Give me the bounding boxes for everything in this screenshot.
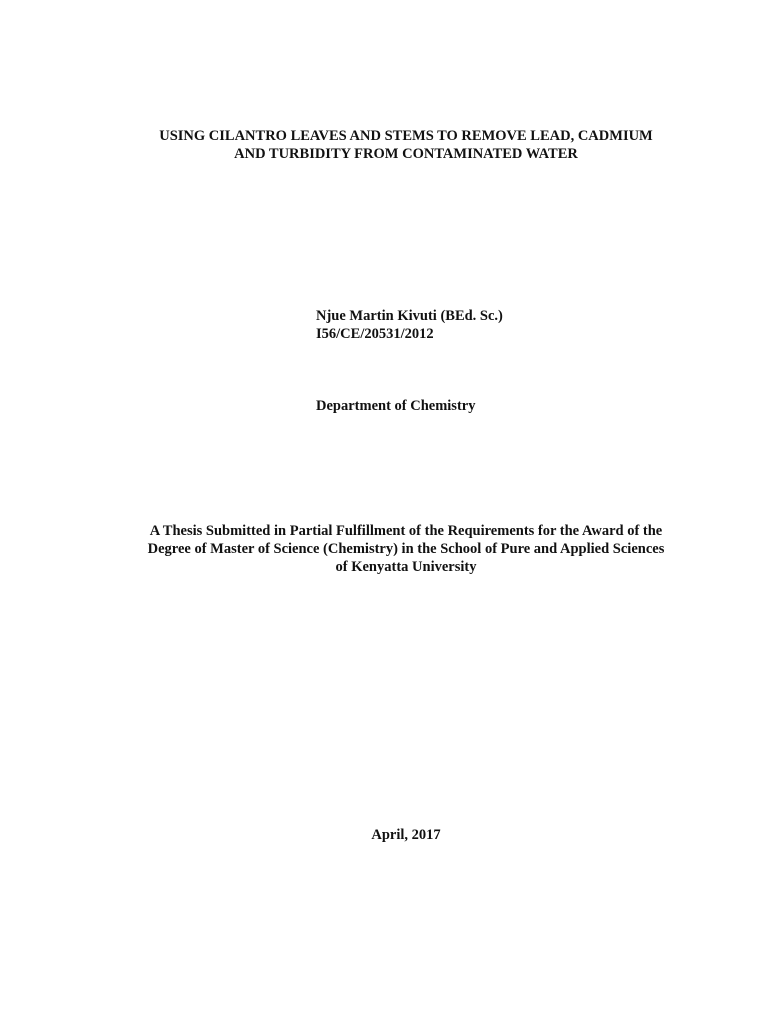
thesis-statement-line-3: of Kenyatta University — [335, 559, 477, 575]
thesis-title-line-2: AND TURBIDITY FROM CONTAMINATED WATER — [234, 146, 578, 162]
thesis-title — [0, 127, 768, 163]
thesis-statement-line-1: A Thesis Submitted in Partial Fulfillment of the Requirements for the Award of the — [149, 523, 663, 539]
thesis-title-line-1: USING CILANTRO LEAVES AND STEMS TO REMOVE LEAD, CADMIUM — [159, 128, 653, 144]
department-name: Department of Chemistry — [316, 398, 476, 414]
author-name: Njue Martin Kivuti (BEd. Sc.) — [316, 308, 503, 324]
thesis-statement — [0, 522, 768, 576]
registration-number: I56/CE/20531/2012 — [316, 326, 434, 342]
thesis-statement-line-2: Degree of Master of Science (Chemistry) in the School of Pure and Applied Sciences — [147, 541, 665, 557]
author-info — [316, 307, 503, 343]
submission-date: April, 2017 — [371, 827, 441, 843]
